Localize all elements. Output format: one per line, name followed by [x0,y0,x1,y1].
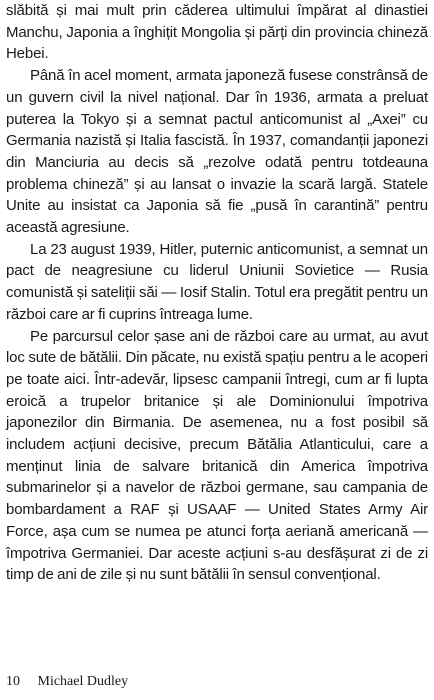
page-number: 10 [6,674,20,689]
paragraph: La 23 august 1939, Hitler, puternic anticomunist, a semnat un pact de neagresiune cu liderul Uniunii Sovietice — Rusia comunistă și sateliții săi — Iosif Stalin. Totul era pregătit pentru un război care ar fi cuprins întreaga lume. [6,240,428,323]
body-text [6,0,428,586]
paragraph: Până în acel moment, armata japoneză fusese constrânsă de un guvern civil la nivel național. Dar în 1936, armata a preluat puterea la Tokyo și a semnat pactul anticomunist al „Axei” cu Germania nazistă și Italia fascistă. În 1937, comandanții japonezi din Manciuria au decis să „rezolve odată pentru totdeauna problema chineză” și au lansat o invazie la scară largă. Statele Unite au insistat ca Japonia să fie „pusă în carantină” pentru această agresiune. [6,67,428,237]
page-footer [6,674,128,690]
paragraph-continued: slăbită și mai mult prin căderea ultimului împărat al dinastiei Manchu, Japonia a înghițit Mongolia și părți din provincia chineză Hebei. [6,2,428,63]
running-author: Michael Dudley [37,674,129,689]
book-page [6,0,428,700]
paragraph: Pe parcursul celor șase ani de război care au urmat, au avut loc sute de bătălii. Din păcate, nu există spațiu pentru a le acoperi pe toate aici. Într-adevăr, lipsesc campanii întregi, cum ar fi lupta eroică a trupelor britanice și ale Dominionului împotriva japonezilor din Birmania. De asemenea, nu a fost posibil să includem acțiuni decisive, precum Bătălia Atlanticului, care a menținut linia de salvare britanică din America împotriva submarinelor și a navelor de război germane, sau campania de bombardament a RAF și USAAF — United States Army Air Force, așa cum se numea pe atunci forța aeriană americană — împotriva Germaniei. Dar aceste acțiuni s-au desfășurat zi de zi timp de ani de zile și nu sunt bătălii în sensul convențional. [6,327,428,584]
